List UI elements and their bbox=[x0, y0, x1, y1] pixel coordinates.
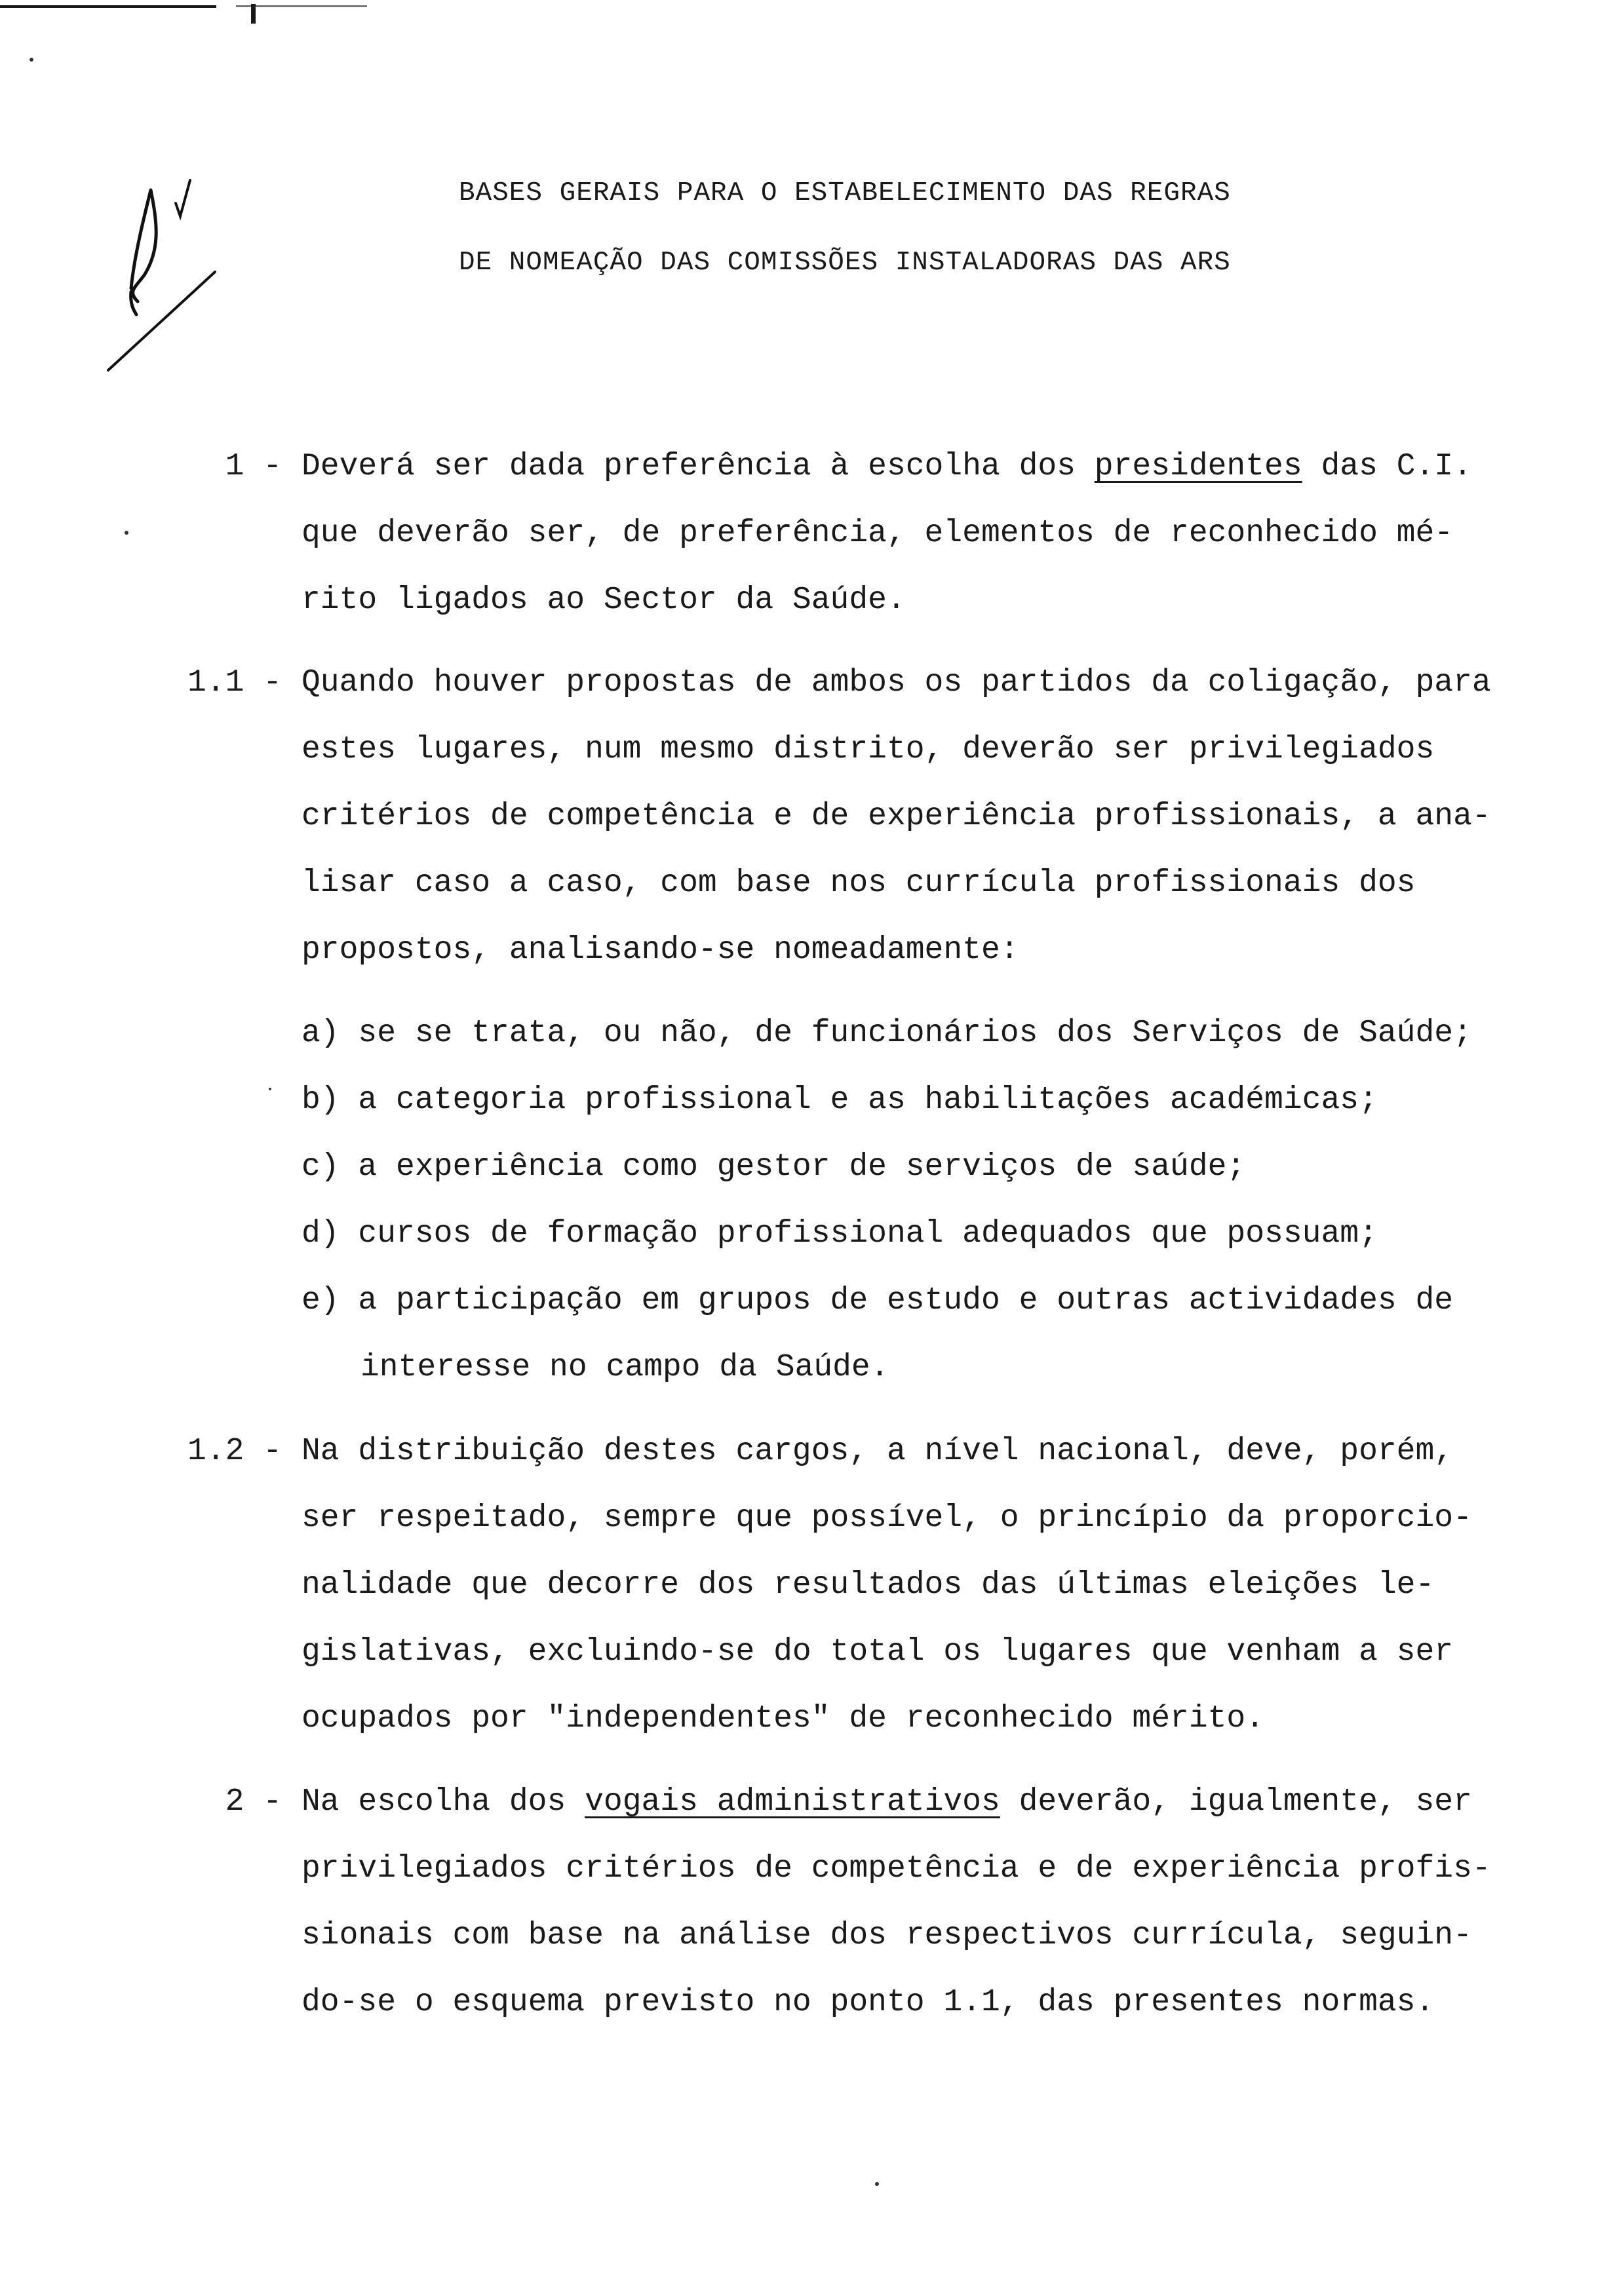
text-span: Na escolha dos bbox=[302, 1784, 585, 1820]
text-span: deverão, igualmente, ser bbox=[1000, 1784, 1472, 1820]
scan-artifact-line bbox=[0, 5, 216, 8]
document-title-line-2: DE NOMEAÇÃO DAS COMISSÕES INSTALADORAS DAS ARS bbox=[459, 248, 1231, 278]
list-item-b: b) a categoria profissional e as habilitações académicas; bbox=[302, 1082, 1378, 1118]
underlined-term: presidentes bbox=[1094, 449, 1302, 484]
section-1-2-line-2: ser respeitado, sempre que possível, o princípio da proporcio- bbox=[302, 1501, 1472, 1536]
section-2-line-3: sionais com base na análise dos respectivos currícula, seguin- bbox=[302, 1918, 1472, 1953]
section-2-line-1 bbox=[302, 1784, 1472, 1820]
list-item-e-continuation: interesse no campo da Saúde. bbox=[360, 1350, 889, 1385]
text-span: Deverá ser dada preferência à escolha dos bbox=[302, 449, 1095, 484]
list-item-c: c) a experiência como gestor de serviços de saúde; bbox=[302, 1149, 1246, 1185]
list-item-d: d) cursos de formação profissional adequados que possuam; bbox=[302, 1216, 1378, 1252]
underlined-term: vogais administrativos bbox=[585, 1784, 1000, 1820]
section-1-2-line-4: gislativas, excluindo-se do total os lugares que venham a ser bbox=[302, 1634, 1454, 1670]
scan-speck bbox=[875, 2182, 879, 2186]
scan-artifact-line bbox=[236, 5, 367, 7]
section-2-line-4: do-se o esquema previsto no ponto 1.1, das presentes normas. bbox=[302, 1985, 1435, 2020]
scan-artifact-mark bbox=[251, 4, 256, 24]
section-1-1-line-5: propostos, analisando-se nomeadamente: bbox=[302, 932, 1019, 968]
document-title-line-1: BASES GERAIS PARA O ESTABELECIMENTO DAS REGRAS bbox=[459, 178, 1231, 208]
section-1-2-line-1: Na distribuição destes cargos, a nível nacional, deve, porém, bbox=[302, 1434, 1454, 1469]
section-1-2-line-5: ocupados por "independentes" de reconhecido mérito. bbox=[302, 1701, 1265, 1736]
section-number: 1.2 - bbox=[187, 1434, 282, 1469]
section-1-2-line-3: nalidade que decorre dos resultados das últimas eleições le- bbox=[302, 1567, 1435, 1603]
section-1-line-3: rito ligados ao Sector da Saúde. bbox=[302, 583, 906, 618]
section-number: 2 - bbox=[225, 1784, 282, 1820]
section-number: 1 - bbox=[225, 449, 282, 484]
list-item-e: e) a participação em grupos de estudo e outras actividades de bbox=[302, 1283, 1454, 1318]
text-span: das C.I. bbox=[1302, 449, 1472, 484]
list-item-a: a) se se trata, ou não, de funcionários dos Serviços de Saúde; bbox=[302, 1016, 1472, 1051]
scan-speck bbox=[125, 531, 128, 535]
section-2-line-2: privilegiados critérios de competência e de experiência profis- bbox=[302, 1851, 1491, 1886]
section-number: 1.1 - bbox=[187, 665, 282, 700]
scan-speck bbox=[29, 58, 33, 62]
section-1-line-1 bbox=[302, 449, 1472, 484]
section-1-1-line-2: estes lugares, num mesmo distrito, deverão ser privilegiados bbox=[302, 732, 1435, 767]
scan-speck bbox=[269, 1088, 271, 1090]
section-1-1-line-4: lisar caso a caso, com base nos currícula profissionais dos bbox=[302, 866, 1416, 901]
section-1-line-2: que deverão ser, de preferência, elementos de reconhecido mé- bbox=[302, 516, 1454, 551]
handwritten-initial-icon bbox=[98, 177, 229, 393]
section-1-1-line-3: critérios de competência e de experiência profissionais, a ana- bbox=[302, 799, 1491, 834]
section-1-1-line-1: Quando houver propostas de ambos os partidos da coligação, para bbox=[302, 665, 1491, 700]
